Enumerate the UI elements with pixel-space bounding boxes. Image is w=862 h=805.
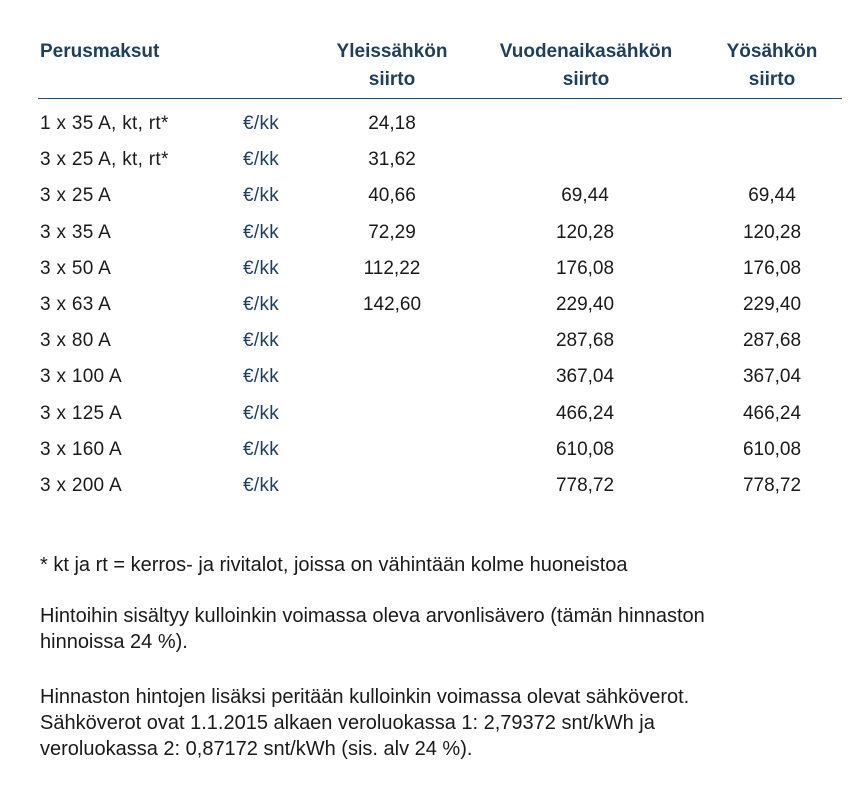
row-label: 1 x 35 A, kt, rt* (40, 113, 169, 134)
table-row (0, 396, 862, 432)
row-value-yleis: 142,60 (362, 293, 422, 315)
table-row (0, 432, 862, 468)
vat-note-line: Hintoihin sisältyy kulloinkin voimassa oleva arvonlisävero (tämän hinnaston (40, 605, 705, 627)
table-row (0, 287, 862, 323)
table-row (0, 323, 862, 359)
vat-note-line: hinnoissa 24 %). (40, 631, 188, 653)
header-vuodenaikasahkon-siirto (480, 38, 692, 94)
row-label: 3 x 160 A (40, 438, 122, 460)
table-row (0, 106, 862, 142)
row-value-yo: 69,44 (748, 185, 796, 207)
row-value-yleis: 112,22 (363, 257, 421, 279)
row-value-yo: 287,68 (742, 330, 802, 352)
row-label: 3 x 125 A (40, 402, 122, 424)
row-label: 3 x 25 A (40, 185, 112, 207)
table-row (0, 178, 862, 214)
header-col2-line2: siirto (562, 69, 610, 90)
table-row (0, 215, 862, 251)
row-unit: €/kk (243, 221, 280, 243)
row-value-vuodenaika: 778,72 (555, 474, 615, 496)
header-col3-line2: siirto (748, 69, 796, 90)
row-value-yo: 778,72 (742, 474, 802, 496)
row-value-yo: 229,40 (742, 293, 802, 315)
row-value-yo: 610,08 (742, 438, 802, 460)
table-row (0, 359, 862, 395)
row-unit: €/kk (243, 330, 280, 352)
price-table (0, 106, 862, 504)
row-unit: €/kk (243, 474, 280, 496)
header-yleissahkon-siirto (322, 38, 462, 94)
row-value-yo: 466,24 (742, 402, 802, 424)
row-value-yleis: 31,62 (368, 149, 416, 171)
table-row (0, 251, 862, 287)
row-value-yo: 176,08 (742, 257, 802, 279)
row-label: 3 x 200 A (40, 474, 122, 496)
row-value-yleis: 24,18 (368, 113, 416, 134)
row-value-vuodenaika: 466,24 (555, 402, 615, 424)
row-label: 3 x 35 A (40, 221, 112, 243)
row-unit: €/kk (243, 149, 280, 171)
row-value-vuodenaika: 120,28 (555, 221, 615, 243)
footnote-kt-rt (40, 552, 830, 578)
header-col1-line1: Yleissähkön (336, 41, 448, 62)
row-unit: €/kk (243, 293, 280, 315)
row-label: 3 x 25 A, kt, rt* (40, 149, 169, 171)
row-value-yo: 120,28 (742, 221, 802, 243)
header-col1-line2: siirto (368, 69, 416, 90)
header-divider (38, 98, 842, 99)
tax-note-line: veroluokassa 2: 0,87172 snt/kWh (sis. alv 24 %). (40, 738, 473, 760)
vat-note (40, 603, 830, 655)
tax-note-line: Sähköverot ovat 1.1.2015 alkaen veroluokassa 1: 2,79372 snt/kWh ja (40, 712, 655, 734)
row-unit: €/kk (243, 438, 280, 460)
row-label: 3 x 63 A (40, 293, 112, 315)
header-perusmaksut (40, 38, 159, 66)
row-label: 3 x 100 A (40, 366, 122, 388)
row-unit: €/kk (243, 113, 280, 134)
row-unit: €/kk (243, 366, 280, 388)
row-value-yleis: 40,66 (368, 185, 416, 207)
header-col3-line1: Yösähkön (726, 41, 818, 62)
row-value-vuodenaika: 229,40 (555, 293, 615, 315)
row-value-vuodenaika: 610,08 (555, 438, 615, 460)
row-label: 3 x 80 A (40, 330, 112, 352)
row-unit: €/kk (243, 257, 280, 279)
header-yosahkon-siirto (712, 38, 832, 94)
table-row (0, 142, 862, 178)
tax-note-line: Hinnaston hintojen lisäksi peritään kulloinkin voimassa olevat sähköverot. (40, 686, 690, 708)
row-value-vuodenaika: 287,68 (555, 330, 615, 352)
table-row (0, 468, 862, 504)
row-label: 3 x 50 A (40, 257, 112, 279)
electricity-tax-note (40, 684, 830, 762)
header-label: Perusmaksut (40, 41, 160, 62)
header-col2-line1: Vuodenaikasähkön (499, 41, 673, 62)
row-value-vuodenaika: 176,08 (555, 257, 615, 279)
row-unit: €/kk (243, 185, 280, 207)
row-value-vuodenaika: 69,44 (561, 185, 609, 207)
row-value-yo: 367,04 (742, 366, 802, 388)
row-value-vuodenaika: 367,04 (555, 366, 615, 388)
row-value-yleis: 72,29 (368, 221, 416, 243)
footnote-text: * kt ja rt = kerros- ja rivitalot, joissa on vähintään kolme huoneistoa (40, 554, 628, 576)
row-unit: €/kk (243, 402, 280, 424)
